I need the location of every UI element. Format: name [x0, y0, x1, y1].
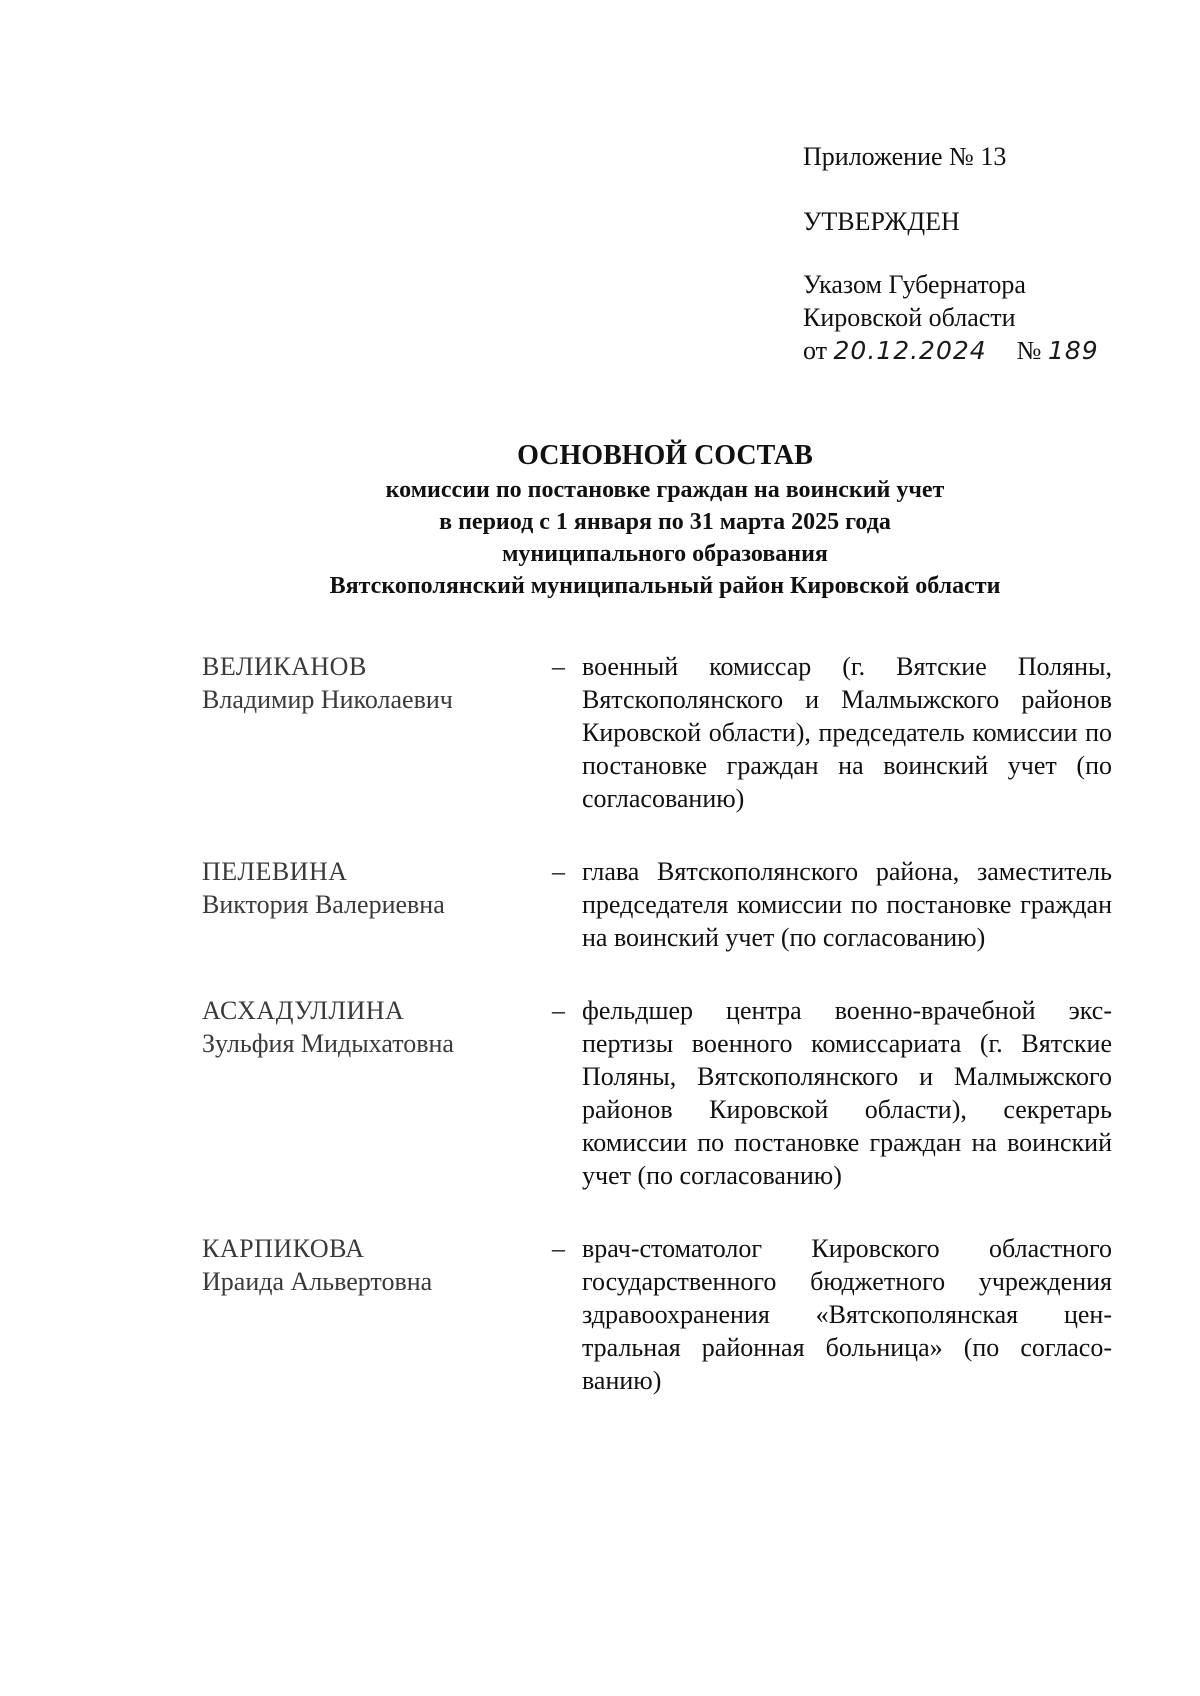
member-dash: – [552, 857, 565, 886]
title-main: ОСНОВНОЙ СОСТАВ [517, 440, 813, 471]
date-prefix: от [803, 336, 828, 365]
decree-line-1: Указом Губернатора [803, 270, 1026, 299]
handwritten-date: 20.12.2024 [833, 336, 987, 365]
member-entry [202, 994, 1122, 1192]
member-role: глава Вятскополянского района, заместитель председателя комиссии по постановке граждан на воинский учет (по согласованию) [582, 857, 1112, 952]
member-given-name: Владимир Николаевич [202, 685, 453, 714]
document-title [120, 438, 1200, 602]
members-list [202, 650, 1122, 1397]
title-line-4: Вятскополянский муниципальный район Кировской области [329, 573, 1001, 599]
title-line-1: комиссии по постановке граждан на воинский учет [385, 477, 945, 503]
member-role: фельдшер центра военно-врачебной экспертизы военного комиссариата (г. Вятские Поляны, Вятскополянского и Малмыжского районов Кировской области), секретарь комиссии по постановке граждан на воинский учет (по согласованию) [582, 996, 1112, 1190]
member-name [202, 994, 552, 1192]
member-entry [202, 855, 1122, 954]
member-surname: КАРПИКОВА [202, 1234, 365, 1263]
member-name [202, 650, 552, 815]
member-entry [202, 1232, 1122, 1397]
title-line-2: в период с 1 января по 31 марта 2025 года [439, 509, 891, 535]
decree-reference [803, 268, 1163, 367]
member-given-name: Виктория Валериевна [202, 890, 445, 919]
handwritten-number: 189 [1047, 336, 1099, 365]
approval-block [803, 140, 1163, 367]
member-given-name: Ираида Альвертовна [202, 1267, 433, 1296]
member-role: военный комиссар (г. Вятские Поляны, Вятскополянского и Малмыжского районов Кировской области), председатель комиссии по постановке граждан на воинский учет (по согласованию) [582, 652, 1112, 813]
member-surname: АСХАДУЛЛИНА [202, 996, 405, 1025]
member-given-name: Зульфия Мидыхатовна [202, 1029, 454, 1058]
title-line-3: муниципального образования [502, 541, 828, 567]
member-name [202, 855, 552, 954]
member-entry [202, 650, 1122, 815]
member-dash: – [552, 996, 565, 1025]
member-surname: ПЕЛЕВИНА [202, 857, 348, 886]
decree-line-2: Кировской области [803, 303, 1016, 332]
approved-heading: УТВЕРЖДЕН [803, 207, 960, 236]
member-surname: ВЕЛИКАНОВ [202, 652, 367, 681]
member-dash: – [552, 652, 565, 681]
annex-number: Приложение № 13 [803, 142, 1007, 171]
member-dash: – [552, 1234, 565, 1263]
decree-date-line [803, 334, 1163, 367]
number-prefix: № [1016, 336, 1042, 365]
member-role: врач-стоматолог Кировского областного государственного бюджетного учреждения здравоохранения «Вятскополянская центральная районная больница» (по согласованию) [582, 1234, 1112, 1395]
member-name [202, 1232, 552, 1397]
